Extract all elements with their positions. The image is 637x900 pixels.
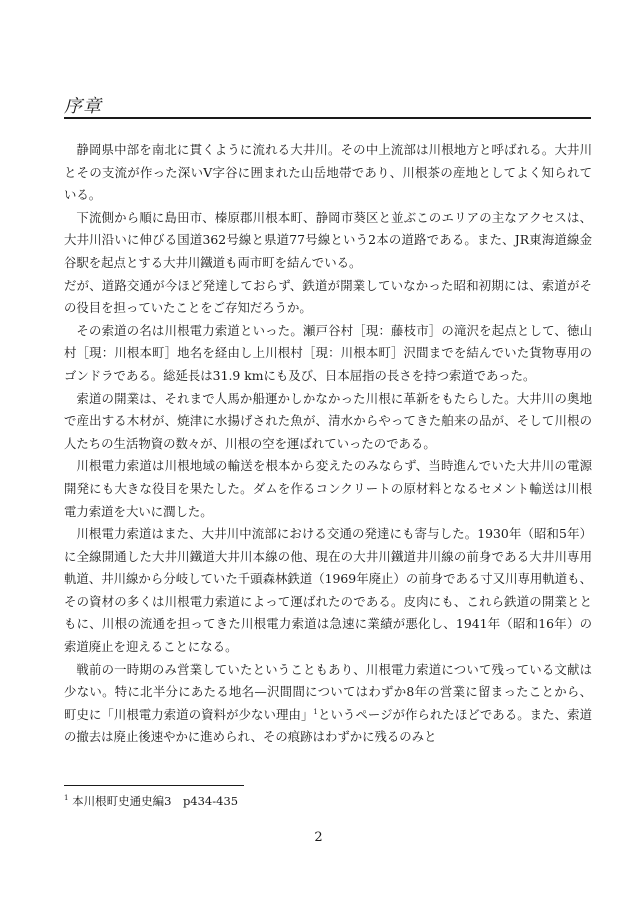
paragraph: 川根電力索道はまた、大井川中流部における交通の発達にも寄与した。1930年（昭和5年）に全線開通した大井川鐵道大井川本線の他、現在の大井川鐵道井川線の前身である大井川専用軌道、井川線から分岐していた千頭森林鉄道（1969年廃止）の前身である寸又川専用軌道も、その資材の多くは川根電力索道によって運ばれたのである。皮肉にも、これら鉄道の開業とともに、川根の流通を担ってきた川根電力索道は急速に業績が悪化し、1941年（昭和16年）の索道廃止を迎えることになる。 [64, 526, 592, 655]
paragraph-text-continued: というページが作られたほどである。また、索道の撤去は廃止後速やかに進められ、その痕跡はわずかに残るのみと [64, 706, 592, 745]
paragraph: 川根電力索道は川根地域の輸送を根本から変えたのみならず、当時進んでいた大井川の電源開発にも大きな役目を果たした。ダムを作るコンクリートの原材料となるセメント輸送は川根電力索道を大いに潤した。 [64, 458, 592, 519]
paragraph: 静岡県中部を南北に貫くように流れる大井川。その中上流部は川根地方と呼ばれる。大井川とその支流が作った深いV字谷に囲まれた山岳地帯であり、川根茶の産地としてよく知られている。 [64, 142, 592, 203]
paragraph: 索道の開業は、それまで人馬か船運かしかなかった川根に革新をもたらした。大井川の奥地で産出する木材が、焼津に水揚げされた魚が、清水からやってきた舶来の品が、そして川根の人たちの生活物資の数々が、川根の空を運ばれていったのである。 [64, 390, 592, 451]
paragraph-text: 戦前の一時期のみ営業していたということもあり、川根電力索道について残っている文献は少ない。特に北半分にあたる地名—沢間間についてはわずか8年の営業に留まったことから、町史に「川根電力索道の資料が少ない理由」 [64, 661, 592, 722]
page-number: 2 [314, 830, 323, 845]
paragraph: だが、道路交通が今ほど発達しておらず、鉄道が開業していなかった昭和初期には、索道がその役目を担っていたことをご存知だろうか。 [64, 277, 592, 316]
footnote-text: 本川根町史通史編3 p434-435 [72, 794, 239, 808]
paragraph-with-footnote [64, 659, 592, 749]
footnote-divider [64, 785, 244, 786]
paragraph: 下流側から順に島田市、榛原郡川根本町、静岡市葵区と並ぶこのエリアの主なアクセスは、大井川沿いに伸びる国道362号線と県道77号線という2本の道路である。また、JR東海道線金谷駅を起点とする大井川鐵道も両市町を結んでいる。 [64, 209, 592, 270]
footnote-marker: 1 [64, 794, 69, 803]
footnote [64, 793, 238, 809]
footnote-reference[interactable]: 1 [313, 707, 318, 716]
title-underline [64, 117, 591, 119]
chapter-title: 序章 [64, 96, 102, 117]
paragraph: その索道の名は川根電力索道といった。瀬戸谷村［現：藤枝市］の滝沢を起点として、徳山村［現：川根本町］地名を経由し上川根村［現：川根本町］沢間までを結んでいた貨物専用のゴンドラである。総延長は31.9 kmにも及び、日本屈指の長さを持つ索道であった。 [64, 322, 592, 383]
body-text [64, 139, 592, 749]
